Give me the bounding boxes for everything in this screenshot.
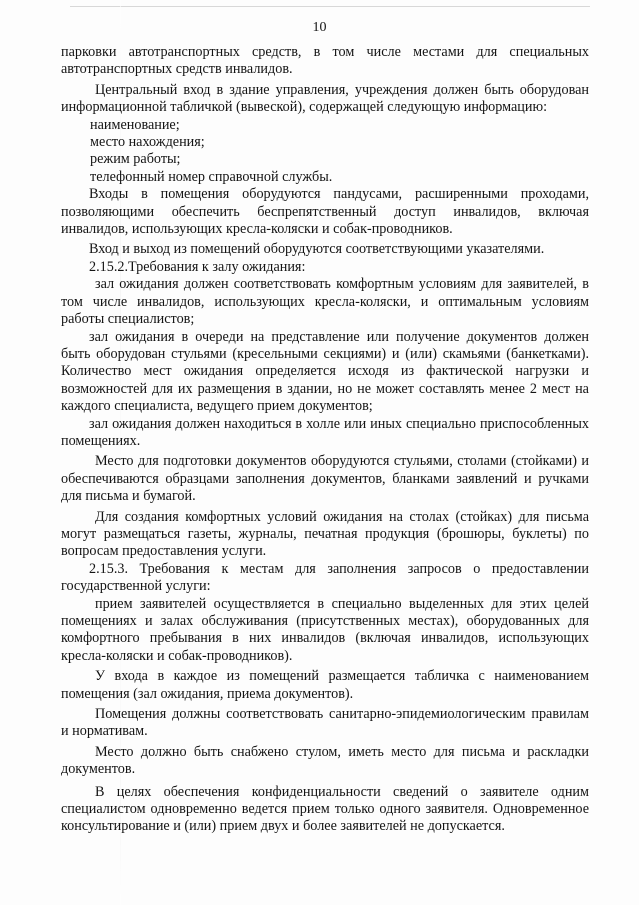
document-body (61, 44, 589, 836)
paragraph: В целях обеспечения конфиденциальности сведений о заявителе одним специалистом одновременно ведется прием только одного заявителя. Одновременное консультирование и (или) прием двух и более заявителей не допускается. (61, 783, 589, 835)
scan-edge (70, 6, 590, 7)
paragraph: зал ожидания должен соответствовать комфортным условиям для заявителей, в том числе инвалидов, использующих кресла-коляски, и оптимальным условиям работы специалистов; (61, 276, 589, 328)
page-number: 10 (312, 20, 327, 35)
paragraph: парковки автотранспортных средств, в том числе местами для специальных автотранспортных средств инвалидов. (61, 44, 589, 78)
list-item: телефонный номер справочной службы. (90, 168, 333, 185)
paragraph: Центральный вход в здание управления, учреждения должен быть оборудован информационной табличкой (вывеской), содержащей следующую информацию: (61, 81, 589, 116)
paragraph: Вход и выход из помещений оборудуются соответствующими указателями. (89, 241, 545, 258)
paragraph: прием заявителей осуществляется в специально выделенных для этих целей помещениях и залах обслуживания (присутственных местах), оборудованных для комфортного пребывания в них инвалидов (включая инвалидов, использующих кресла-коляски и собак-проводников). (61, 595, 589, 664)
list-item: режим работы; (90, 151, 181, 168)
paragraph: зал ожидания должен находиться в холле или иных специально приспособленных помещениях. (61, 415, 589, 449)
paragraph: У входа в каждое из помещений размещается табличка с наименованием помещения (зал ожидания, приема документов). (61, 668, 589, 702)
section-heading: 2.15.2.Требования к залу ожидания: (89, 258, 306, 275)
list-item: наименование; (90, 116, 180, 133)
list-item: место нахождения; (90, 134, 205, 151)
section-heading: 2.15.3. Требования к местам для заполнения запросов о предоставлении государственной услуги: (61, 560, 589, 595)
paragraph: Место должно быть снабжено стулом, иметь место для письма и раскладки документов. (61, 743, 589, 778)
paragraph: зал ожидания в очереди на представление или получение документов должен быть оборудован стульями (кресельными секциями) и (или) скамьями (банкетками). Количество мест ожидания определяется исходя из фактической нагрузки и возможностей для их размещения в здании, но не может составлять менее 2 мест на каждого специалиста, ведущего прием документов; (61, 328, 589, 415)
paragraph: Помещения должны соответствовать санитарно-эпидемиологическим правилам и нормативам. (61, 706, 589, 740)
paragraph: Входы в помещения оборудуются пандусами, расширенными проходами, позволяющими обеспечить беспрепятственный доступ инвалидов, включая инвалидов, использующих кресла-коляски и собак-проводников. (61, 186, 589, 238)
paragraph: Место для подготовки документов оборудуются стульями, столами (стойками) и обеспечиваются образцами заполнения документов, бланками заявлений и ручками для письма и бумагой. (61, 453, 589, 505)
paragraph: Для создания комфортных условий ожидания на столах (стойках) для письма могут размещаться газеты, журналы, печатная продукция (брошюры, буклеты) по вопросам предоставления услуги. (61, 508, 589, 560)
